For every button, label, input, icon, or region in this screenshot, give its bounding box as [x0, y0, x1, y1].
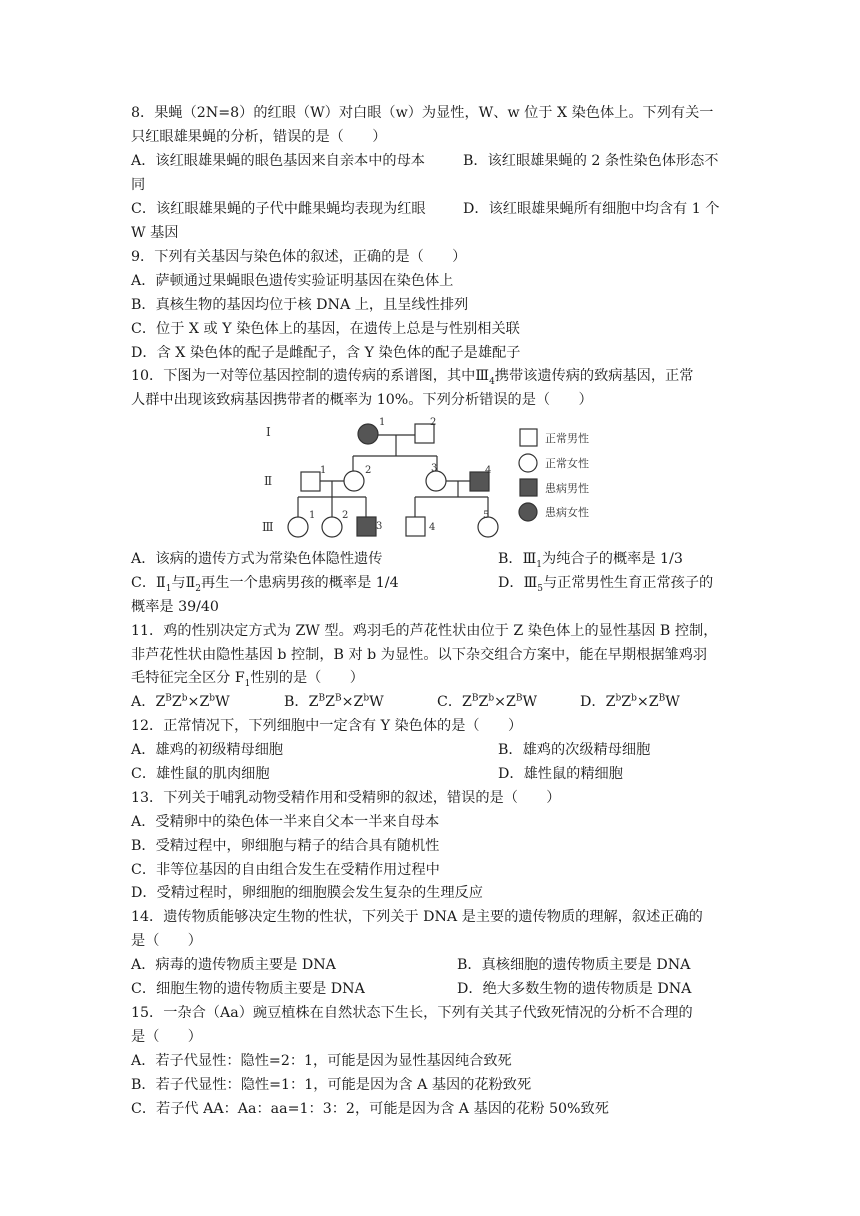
q12-option-b: B．雄鸡的次级精母细胞 [498, 742, 651, 758]
pedigree-number: 1 [309, 510, 316, 521]
q13-option-c: C．非等位基因的自由组合发生在受精作用过程中 [131, 862, 440, 878]
q8-stem-line1: 8．果蝇（2N=8）的红眼（W）对白眼（w）为显性，W、w 位于 X 染色体上。下列有关一 [131, 105, 714, 121]
generation-label-III: Ⅲ [262, 520, 274, 534]
pedigree-II3-normal-female [426, 471, 446, 491]
q14-option-c: C．细胞生物的遗传物质主要是 DNA [131, 981, 365, 997]
q9-option-a: A．萨顿通过果蝇眼色遗传实验证明基因在染色体上 [131, 273, 454, 289]
legend-normal-female-label: 正常女性 [545, 457, 589, 470]
q11-option-b: B．$Z^BZ^B\times Z^bW$ [284, 693, 384, 710]
q15-option-b: B．若子代显性：隐性=1：1，可能是因为含 A 基因的花粉致死 [131, 1077, 532, 1093]
q10-option-d-continued: 概率是 39/40 [131, 599, 219, 615]
pedigree-number: 5 [483, 510, 490, 521]
q10-option-a: A．该病的遗传方式为常染色体隐性遗传 [131, 551, 383, 567]
pedigree-diagram [258, 409, 603, 546]
pedigree-II2-normal-female [344, 471, 364, 491]
pedigree-III3-affected-male [357, 517, 376, 536]
q13-stem: 13．下列关于哺乳动物受精作用和受精卵的叙述，错误的是（ ） [131, 790, 561, 806]
q12-option-c: C．雄性鼠的肌肉细胞 [131, 766, 270, 782]
q14-option-b: B．真核细胞的遗传物质主要是 DNA [457, 957, 691, 973]
q8-option-b: B．该红眼雄果蝇的 2 条性染色体形态不 [463, 153, 719, 169]
pedigree-number: 3 [376, 521, 383, 532]
legend-affected-female-symbol [519, 503, 537, 521]
pedigree-III1-normal-female [288, 517, 308, 537]
pedigree-number: 4 [485, 465, 492, 476]
q15-stem-line2: 是（ ） [131, 1029, 202, 1045]
pedigree-number: 1 [320, 465, 327, 476]
q12-stem: 12．正常情况下，下列细胞中一定含有 Y 染色体的是（ ） [131, 718, 523, 734]
legend-affected-female-label: 患病女性 [545, 506, 589, 519]
generation-label-I: Ⅰ [266, 425, 271, 439]
legend-affected-male-label: 患病男性 [545, 482, 589, 495]
pedigree-II1-normal-male [301, 472, 320, 491]
q10-option-b: B．$Ⅲ_1$为纯合子的概率是 1/3 [498, 551, 683, 570]
legend-normal-female-symbol [519, 454, 537, 472]
q13-option-a: A．受精卵中的染色体一半来自父本一半来自母本 [131, 814, 440, 830]
q8-option-d-continued: W 基因 [131, 225, 179, 241]
q9-option-b: B．真核生物的基因均位于核 DNA 上，且呈线性排列 [131, 297, 469, 313]
q10-option-d: D．$Ⅲ_5$与正常男性生育正常孩子的 [498, 575, 714, 594]
q13-option-d: D．受精过程时，卵细胞的细胞膜会发生复杂的生理反应 [131, 885, 483, 901]
legend-affected-male-symbol [520, 479, 537, 496]
q10-stem-line2: 人群中出现该致病基因携带者的概率为 10%。下列分析错误的是（ ） [131, 392, 593, 408]
generation-label-II: Ⅱ [264, 474, 273, 488]
q11-stem-line1: 11．鸡的性别决定方式为 ZW 型。鸡羽毛的芦花性状由位于 Z 染色体上的显性基因 B 控制， [131, 623, 718, 639]
q8-stem-line2: 只红眼雄果蝇的分析，错误的是（ ） [131, 129, 387, 145]
q10-stem-line1: 10．下图为一对等位基因控制的遗传病的系谱图，其中$Ⅲ_4$携带该遗传病的致病基因，正常 [131, 368, 694, 387]
q15-option-a: A．若子代显性：隐性=2：1，可能是因为显性基因纯合致死 [131, 1053, 512, 1069]
q11-stem-line2: 非芦花性状由隐性基因 b 控制，B 对 b 为显性。以下杂交组合方案中，能在早期根据雏鸡羽 [131, 647, 708, 663]
q13-option-b: B．受精过程中，卵细胞与精子的结合具有随机性 [131, 838, 440, 854]
q8-option-a: A．该红眼雄果蝇的眼色基因来自亲本中的母本 [131, 153, 425, 169]
q11-option-c: C．$Z^BZ^b\times Z^BW$ [437, 693, 538, 710]
legend-normal-male-label: 正常男性 [545, 432, 589, 445]
pedigree-I1-affected-female [358, 424, 378, 444]
q12-option-a: A．雄鸡的初级精母细胞 [131, 742, 284, 758]
q10-option-c: C．$Ⅱ_1$与$Ⅱ_2$再生一个患病男孩的概率是 1/4 [131, 575, 399, 594]
legend-normal-male-symbol [520, 429, 537, 446]
q14-option-d: D．绝大多数生物的遗传物质是 DNA [457, 981, 692, 997]
pedigree-III4-normal-male [406, 517, 425, 536]
q8-option-b-continued: 同 [131, 177, 146, 193]
q11-stem-line3: 毛特征完全区分 $F_1$性别的是（ ） [131, 670, 364, 689]
pedigree-number: 3 [431, 463, 438, 474]
pedigree-number: 2 [342, 510, 349, 521]
q11-option-d: D．$Z^bZ^b\times Z^BW$ [580, 693, 680, 710]
q15-option-c: C．若子代 AA：Aa：aa=1：3：2，可能是因为含 A 基因的花粉 50%致死 [131, 1101, 609, 1117]
pedigree-number: 2 [430, 417, 437, 428]
q14-stem-line1: 14．遗传物质能够决定生物的性状，下列关于 DNA 是主要的遗传物质的理解，叙述正确的 [131, 909, 703, 925]
q9-option-d: D．含 X 染色体的配子是雌配子，含 Y 染色体的配子是雄配子 [131, 345, 521, 361]
q11-option-a: A．$Z^BZ^b\times Z^bW$ [131, 693, 230, 710]
q15-stem-line1: 15．一杂合（Aa）豌豆植株在自然状态下生长，下列有关其子代致死情况的分析不合理的 [131, 1005, 693, 1021]
pedigree-III2-normal-female [322, 517, 342, 537]
pedigree-number: 4 [429, 522, 436, 533]
q8-option-c: C．该红眼雄果蝇的子代中雌果蝇均表现为红眼 [131, 201, 426, 217]
q8-option-d: D．该红眼雄果蝇所有细胞中均含有 1 个 [463, 201, 720, 217]
q14-stem-line2: 是（ ） [131, 933, 202, 949]
pedigree-number: 1 [379, 417, 386, 428]
q9-stem: 9．下列有关基因与染色体的叙述，正确的是（ ） [131, 249, 467, 265]
pedigree-number: 2 [365, 465, 372, 476]
q9-option-c: C．位于 X 或 Y 染色体上的基因，在遗传上总是与性别相关联 [131, 321, 520, 337]
q14-option-a: A．病毒的遗传物质主要是 DNA [131, 957, 336, 973]
q12-option-d: D．雄性鼠的精细胞 [498, 766, 623, 782]
